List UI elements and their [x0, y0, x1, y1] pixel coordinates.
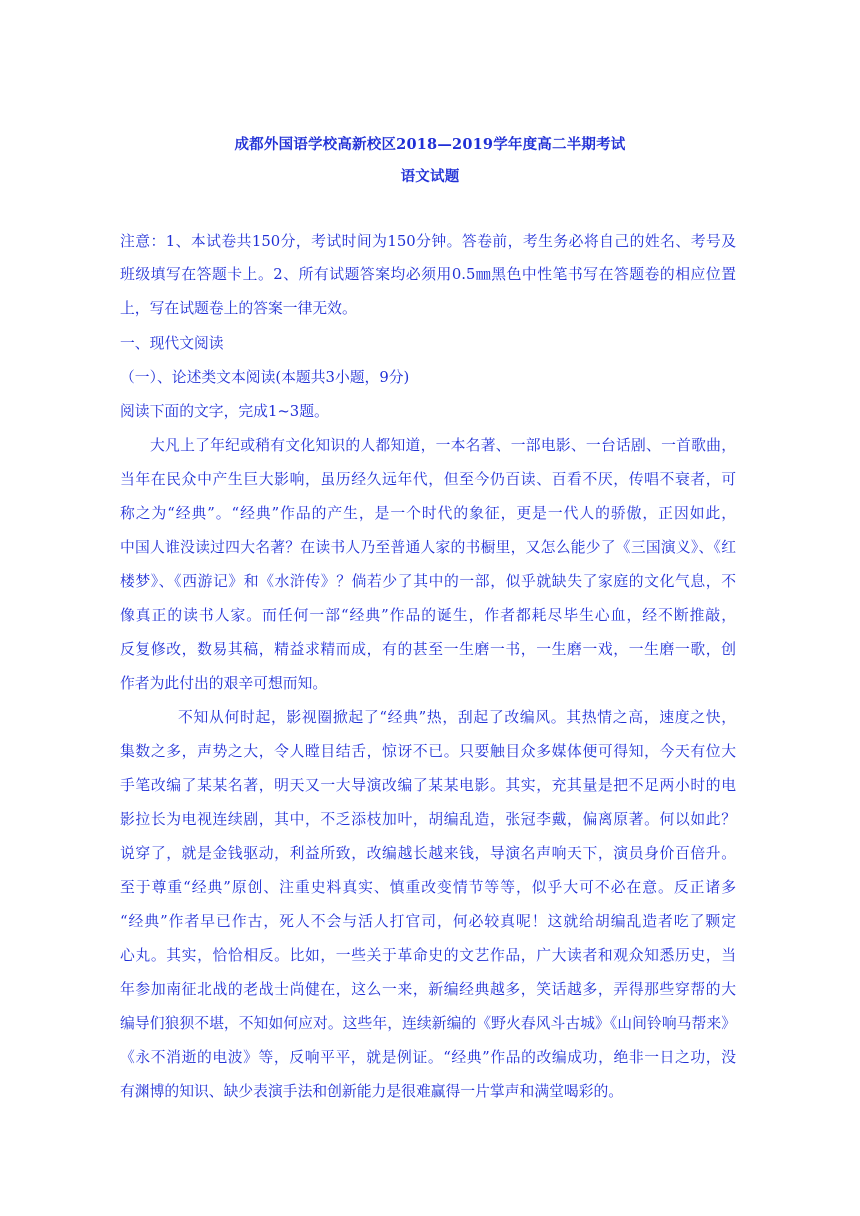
- paragraph-line: 年参加南征北战的老战士尚健在，这么一来，新编经典越多，笑话越多，弄得那些穿帮的大: [120, 981, 736, 998]
- exam-subtitle: 语文试题: [400, 168, 460, 185]
- paragraph-line: 《永不消逝的电波》等，反响平平，就是例证。“经典”作品的改编成功，绝非一日之功，没: [120, 1049, 736, 1066]
- paragraph-line: 反复修改，数易其稿，精益求精而成，有的甚至一生磨一书，一生磨一戏，一生磨一歌，创: [120, 641, 736, 658]
- section-heading: 一、现代文阅读: [120, 335, 224, 352]
- notice-line: 班级填写在答题卡上。2、所有试题答案均必须用0.5㎜黑色中性笔书写在答题卷的相应位置: [120, 266, 736, 283]
- subsection-heading: （一）、论述类文本阅读(本题共3小题，9分): [120, 369, 410, 386]
- paragraph-line: 称之为“经典”。“经典”作品的产生，是一个时代的象征，更是一代人的骄傲，正因如此，: [120, 505, 736, 522]
- paragraph-line: 至于尊重“经典”原创、注重史料真实、慎重改变情节等等，似乎大可不必在意。反正诸多: [120, 879, 736, 896]
- paragraph-line: 中国人谁没读过四大名著？在读书人乃至普通人家的书橱里，又怎么能少了《三国演义》、《红: [120, 539, 736, 556]
- paragraph-line: 集数之多，声势之大，令人瞠目结舌，惊讶不已。只要触目众多媒体便可得知，今天有位大: [120, 743, 736, 760]
- paragraph-line: 影拉长为电视连续剧，其中，不乏添枝加叶，胡编乱造，张冠李戴，偏离原著。何以如此？: [120, 811, 736, 828]
- paragraph-line: 像真正的读书人家。而任何一部“经典”作品的诞生，作者都耗尽毕生心血，经不断推敲，: [120, 607, 736, 624]
- paragraph-line: 楼梦》、《西游记》和《水浒传》？倘若少了其中的一部，似乎就缺失了家庭的文化气息，不: [120, 573, 736, 590]
- paragraph-line: 作者为此付出的艰辛可想而知。: [120, 675, 328, 692]
- exam-title: 成都外国语学校高新校区2018—2019学年度高二半期考试: [234, 136, 626, 153]
- paragraph-line: 有渊博的知识、缺少表演手法和创新能力是很难赢得一片掌声和满堂喝彩的。: [120, 1083, 624, 1100]
- notice-line: 上，写在试题卷上的答案一律无效。: [120, 300, 357, 317]
- paragraph-line: 说穿了，就是金钱驱动，利益所致，改编越长越来钱，导演名声响天下，演员身价百倍升。: [120, 845, 736, 862]
- paragraph-line: 大凡上了年纪或稍有文化知识的人都知道，一本名著、一部电影、一台话剧、一首歌曲，: [150, 437, 736, 454]
- reading-instruction: 阅读下面的文字，完成1~3题。: [120, 403, 329, 420]
- paragraph-line: 心丸。其实，恰恰相反。比如，一些关于革命史的文艺作品，广大读者和观众知悉历史，当: [120, 947, 736, 964]
- notice-line: 注意：1、本试卷共150分，考试时间为150分钟。答卷前，考生务必将自己的姓名、考号及: [120, 233, 736, 250]
- paragraph-line: “经典”作者早已作古，死人不会与活人打官司，何必较真呢！这就给胡编乱造者吃了颗定: [120, 913, 736, 930]
- paragraph-line: 编导们狼狈不堪，不知如何应对。这些年，连续新编的《野火春风斗古城》《山间铃响马帮来》: [120, 1015, 736, 1032]
- paragraph-line: 当年在民众中产生巨大影响，虽历经久远年代，但至今仍百读、百看不厌，传唱不衰者，可: [120, 471, 736, 488]
- paragraph-line: 手笔改编了某某名著，明天又一大导演改编了某某电影。其实，充其量是把不足两小时的电: [120, 777, 736, 794]
- paragraph-line: 不知从何时起，影视圈掀起了“经典”热，刮起了改编风。其热情之高，速度之快，: [178, 709, 736, 726]
